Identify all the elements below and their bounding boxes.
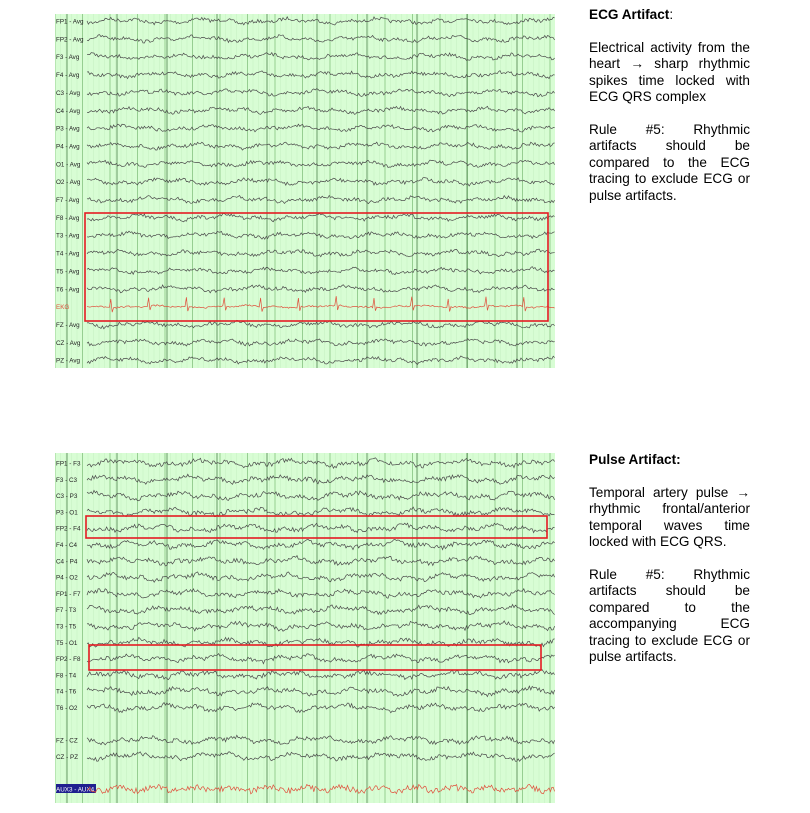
channel-label: FZ - Avg — [56, 321, 80, 329]
pulse-artifact-title: Pulse Artifact: — [589, 452, 681, 467]
channel-label: FP1 - F3 — [56, 460, 81, 468]
channel-label: F4 - C4 — [56, 542, 77, 549]
channel-label: P3 - O1 — [56, 509, 78, 517]
channel-label: F4 - Avg — [56, 72, 80, 80]
channel-label: F3 - Avg — [56, 54, 80, 62]
channel-label: PZ - Avg — [56, 357, 81, 365]
channel-label: FP1 - Avg — [56, 18, 84, 26]
channel-label: AUX3 - AUX4 — [56, 786, 95, 794]
grid-background — [55, 14, 555, 368]
ecg-artifact-paragraph-2: Rule #5: Rhythmic artifacts should be compared to the ECG tracing to exclude ECG or pulse artifacts. — [589, 121, 750, 203]
channel-label: T3 - T5 — [56, 623, 77, 631]
channel-label: T6 - Avg — [56, 286, 80, 294]
pulse-artifact-paragraph-2: Rule #5: Rhythmic artifacts should be compared to the accompanying ECG tracing to exclude ECG or pulse artifacts. — [589, 566, 750, 664]
channel-label: FP2 - Avg — [56, 36, 84, 44]
channel-label: FP2 - F4 — [56, 525, 81, 533]
channel-label: C4 - Avg — [56, 107, 81, 115]
grid-background — [55, 453, 555, 803]
channel-label: EKG — [56, 304, 70, 312]
channel-label: CZ - PZ — [56, 753, 79, 761]
pulse-artifact-paragraph-1: Temporal artery pulse → rhythmic frontal/anterior temporal waves time locked with ECG QRS. — [589, 484, 750, 549]
channel-label: P4 - O2 — [56, 574, 78, 582]
channel-label: F3 - C3 — [56, 476, 77, 484]
channel-label: T6 - O2 — [56, 705, 78, 712]
channel-label: T5 - O1 — [56, 639, 78, 647]
channel-label: C3 - Avg — [56, 89, 81, 97]
channel-label: C3 - P3 — [56, 493, 78, 501]
channel-label: FP2 - F8 — [56, 656, 81, 664]
channel-label: F7 - Avg — [56, 197, 80, 204]
channel-label: FZ - CZ — [56, 737, 78, 745]
eeg-tracing-svg — [55, 453, 555, 803]
eeg-tracing-ecg-artifact — [55, 14, 555, 368]
channel-label: T3 - Avg — [56, 232, 80, 240]
channel-label: O1 - Avg — [56, 161, 81, 169]
channel-label: F8 - Avg — [56, 214, 80, 222]
channel-label: O2 - Avg — [56, 179, 81, 187]
ecg-artifact-description — [589, 7, 750, 220]
ecg-artifact-title: ECG Artifact: — [589, 7, 674, 22]
channel-label: F8 - T4 — [56, 672, 77, 680]
ecg-artifact-paragraph-1: Electrical activity from the heart → sharp rhythmic spikes time locked with ECG QRS complex — [589, 39, 750, 104]
channel-label: CZ - Avg — [56, 339, 81, 347]
channel-label: T4 - Avg — [56, 250, 80, 258]
pulse-artifact-description — [589, 452, 750, 682]
channel-label: P4 - Avg — [56, 143, 80, 151]
eeg-tracing-svg — [55, 14, 555, 368]
channel-label: T4 - T6 — [56, 688, 77, 696]
channel-label: C4 - P4 — [56, 558, 78, 566]
channel-label: T5 - Avg — [56, 268, 80, 276]
channel-label: FP1 - F7 — [56, 590, 81, 598]
eeg-tracing-pulse-artifact — [55, 453, 555, 803]
channel-label: P3 - Avg — [56, 125, 80, 133]
channel-label: F7 - T3 — [56, 607, 77, 615]
